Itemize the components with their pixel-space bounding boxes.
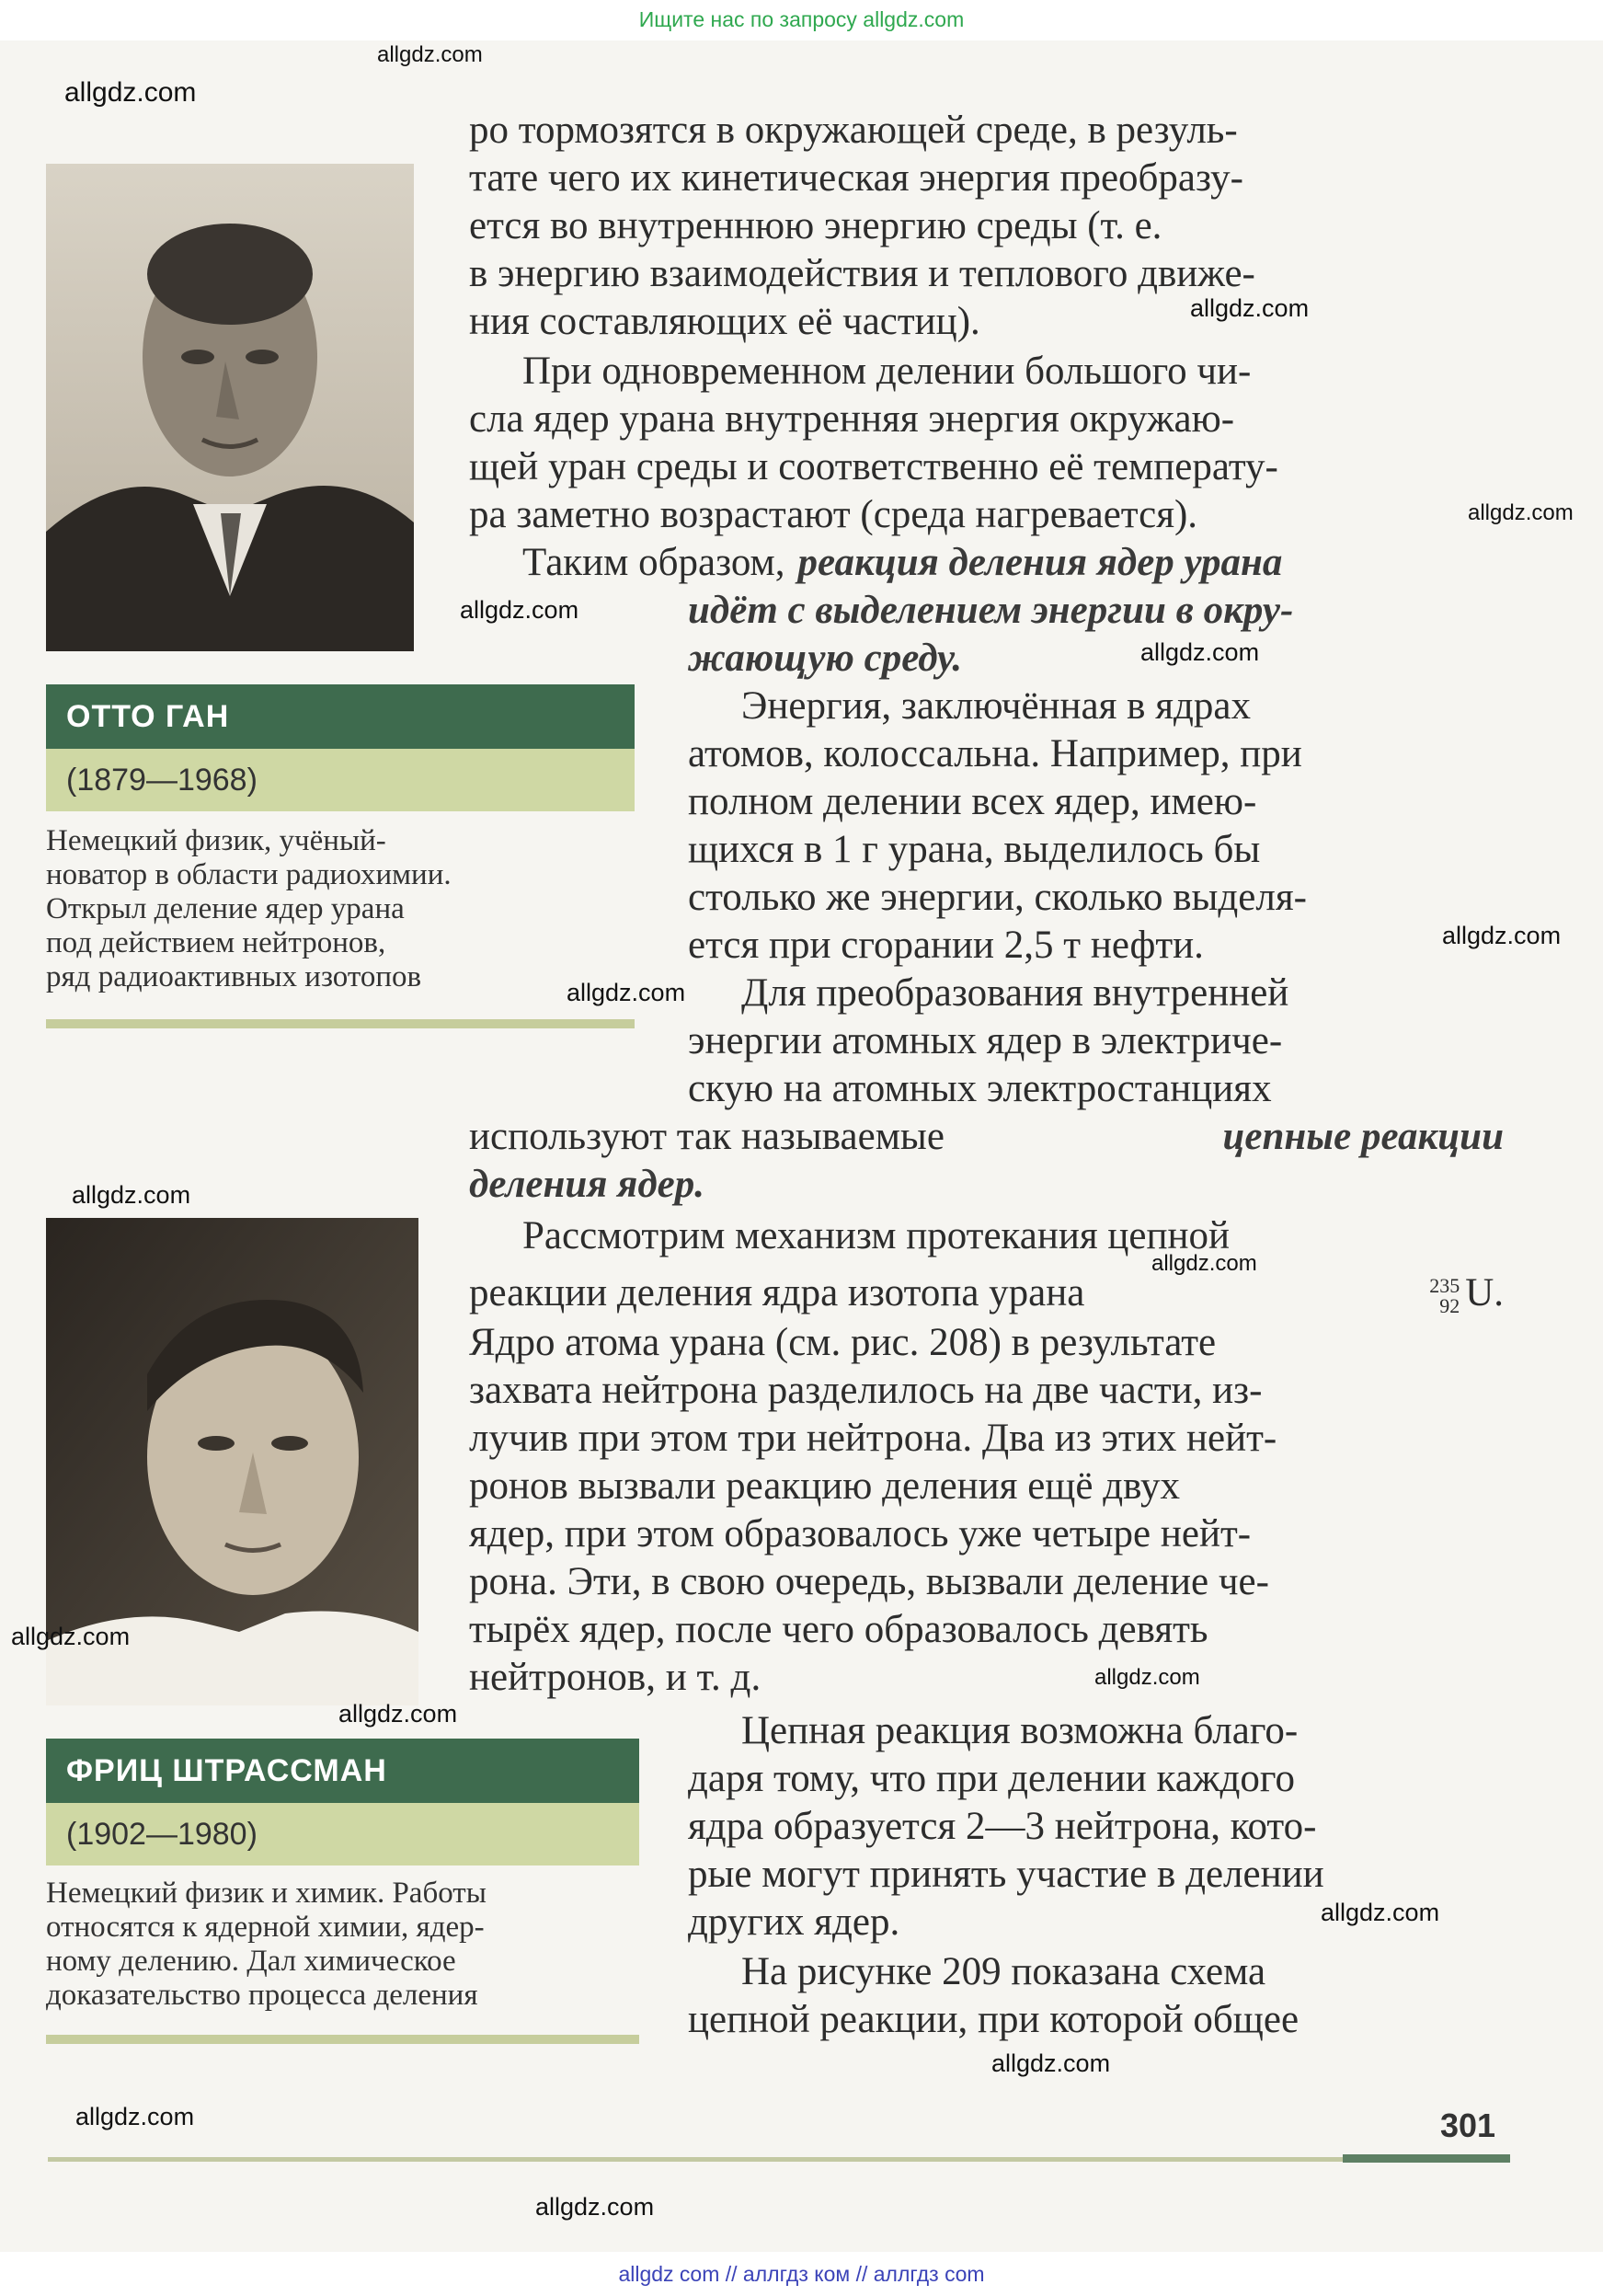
person1-name: ОТТО ГАН	[46, 684, 635, 749]
bio-line: ряд радиоактивных изотопов	[46, 960, 422, 993]
footer-rule-accent	[1343, 2154, 1510, 2163]
text-plain: используют так называемые	[469, 1115, 945, 1158]
bio-line: относятся к ядерной химии, ядер-	[46, 1911, 485, 1944]
watermark[interactable]: allgdz.com	[535, 2193, 655, 2221]
person2-years: (1902—1980)	[46, 1803, 639, 1866]
isotope-numbers: 235 92	[1429, 1274, 1460, 1318]
text-emphasis: реакция деления ядер урана	[797, 541, 1283, 584]
watermark[interactable]: allgdz.com	[567, 979, 686, 1006]
watermark[interactable]: allgdz.com	[991, 2049, 1111, 2077]
text-plain: реакции деления ядра изотопа урана	[469, 1271, 1085, 1314]
text-line: полном делении всех ядер, имею-	[688, 780, 1257, 823]
page-number: 301	[1440, 2107, 1496, 2144]
text-line: нейтронов, и т. д.	[469, 1656, 761, 1699]
text-line: атомов, колоссальна. Например, при	[688, 732, 1302, 775]
text-line: Для преобразования внутренней	[741, 971, 1289, 1015]
bio-line: новатор в области радиохимии.	[46, 858, 452, 891]
watermark[interactable]: allgdz.com	[1140, 638, 1260, 666]
bio-line: ному делению. Дал химическое	[46, 1945, 456, 1978]
text-line: Энергия, заключённая в ядрах	[741, 684, 1251, 728]
watermark[interactable]: allgdz.com	[1190, 294, 1310, 322]
text-line: При одновременном делении большого чи-	[522, 350, 1252, 393]
text-line: тате чего их кинетическая энергия преобразу-	[469, 156, 1243, 200]
text-line: щей уран среды и соответственно её температу-	[469, 445, 1278, 488]
text-line: рые могут принять участие в делении	[688, 1853, 1324, 1896]
text-line: в энергию взаимодействия и теплового движе-	[469, 252, 1255, 295]
bio-line: доказательство процесса деления	[46, 1979, 478, 2012]
text-line: скую на атомных электростанциях	[688, 1067, 1272, 1110]
person2-bio	[46, 1877, 639, 2013]
text-emphasis: цепные реакции	[1222, 1115, 1504, 1158]
bottom-banner[interactable]: allgdz com // аллгдз ком // аллгдз com	[0, 2252, 1603, 2296]
watermark[interactable]: allgdz.com	[1442, 922, 1562, 949]
divider	[46, 1019, 635, 1028]
text-emphasis: жающую среду.	[688, 637, 963, 680]
watermark[interactable]: allgdz.com	[11, 1623, 131, 1650]
text-line: Цепная реакция возможна благо-	[741, 1709, 1299, 1752]
text-line: ра заметно возрастают (среда нагревается).	[469, 493, 1198, 536]
text-line: рона. Эти, в свою очередь, вызвали деление че-	[469, 1560, 1269, 1603]
text-line: столько же энергии, сколько выделя-	[688, 876, 1307, 919]
person2-name: ФРИЦ ШТРАССМАН	[46, 1739, 639, 1803]
text-line: щихся в 1 г урана, выделилось бы	[688, 828, 1261, 871]
text-line: даря тому, что при делении каждого	[688, 1757, 1295, 1800]
text-line	[522, 539, 1504, 587]
watermark[interactable]: allgdz.com	[1468, 500, 1574, 525]
text-line: лучив при этом три нейтрона. Два из этих нейт-	[469, 1417, 1277, 1460]
text-plain: Таким образом,	[522, 541, 785, 584]
text-line: других ядер.	[688, 1900, 900, 1944]
watermark[interactable]: allgdz.com	[64, 77, 197, 108]
watermark[interactable]: allgdz.com	[338, 1700, 458, 1728]
text-line: Рассмотрим механизм протекания цепной	[522, 1214, 1231, 1257]
watermark[interactable]: allgdz.com	[72, 1181, 191, 1209]
text-line: На рисунке 209 показана схема	[741, 1950, 1266, 1993]
text-line: ется при сгорании 2,5 т нефти.	[688, 924, 1204, 967]
bio-line: Немецкий физик и химик. Работы	[46, 1877, 487, 1910]
top-banner[interactable]: Ищите нас по запросу allgdz.com	[0, 0, 1603, 40]
bio-line: под действием нейтронов,	[46, 926, 386, 959]
portrait-otto-hahn	[46, 164, 414, 651]
text-line: ется во внутреннюю энергию среды (т. е.	[469, 204, 1162, 247]
watermark[interactable]: allgdz.com	[1151, 1251, 1257, 1276]
watermark[interactable]: allgdz.com	[1321, 1899, 1440, 1926]
isotope-symbol: 235 92 U.	[1429, 1271, 1504, 1318]
text-line: ния составляющих её частиц).	[469, 300, 980, 343]
text-line: энергии атомных ядер в электриче-	[688, 1019, 1283, 1062]
person1-years: (1879—1968)	[46, 749, 635, 811]
watermark[interactable]: allgdz.com	[75, 2103, 195, 2130]
text-line: ядер, при этом образовалось уже четыре нейт-	[469, 1512, 1252, 1556]
text-emphasis: идёт с выделением энергии в окру-	[688, 589, 1294, 632]
text-line: тырёх ядер, после чего образовалось девять	[469, 1608, 1208, 1651]
text-line: ронов вызвали реакцию деления ещё двух	[469, 1464, 1180, 1508]
text-emphasis: деления ядер.	[469, 1163, 705, 1206]
watermark[interactable]: allgdz.com	[1094, 1665, 1200, 1690]
text-line: Ядро атома урана (см. рис. 208) в результате	[469, 1321, 1217, 1364]
footer-rule	[48, 2157, 1510, 2162]
text-line: ядра образуется 2—3 нейтрона, кото-	[688, 1805, 1317, 1848]
text-line: ро тормозятся в окружающей среде, в резуль-	[469, 109, 1238, 152]
text-line	[469, 1269, 1504, 1317]
bio-line: Немецкий физик, учёный-	[46, 824, 386, 857]
text-line	[469, 1113, 1504, 1161]
watermark[interactable]: allgdz.com	[377, 42, 483, 67]
divider	[46, 2035, 639, 2044]
text-line: сла ядер урана внутренняя энергия окружаю-	[469, 397, 1235, 441]
watermark[interactable]: allgdz.com	[460, 596, 579, 624]
text-line: цепной реакции, при которой общее	[688, 1998, 1300, 2041]
person1-bio	[46, 824, 635, 994]
bio-line: Открыл деление ядер урана	[46, 892, 405, 925]
text-line: захвата нейтрона разделилось на две части, из-	[469, 1369, 1263, 1412]
